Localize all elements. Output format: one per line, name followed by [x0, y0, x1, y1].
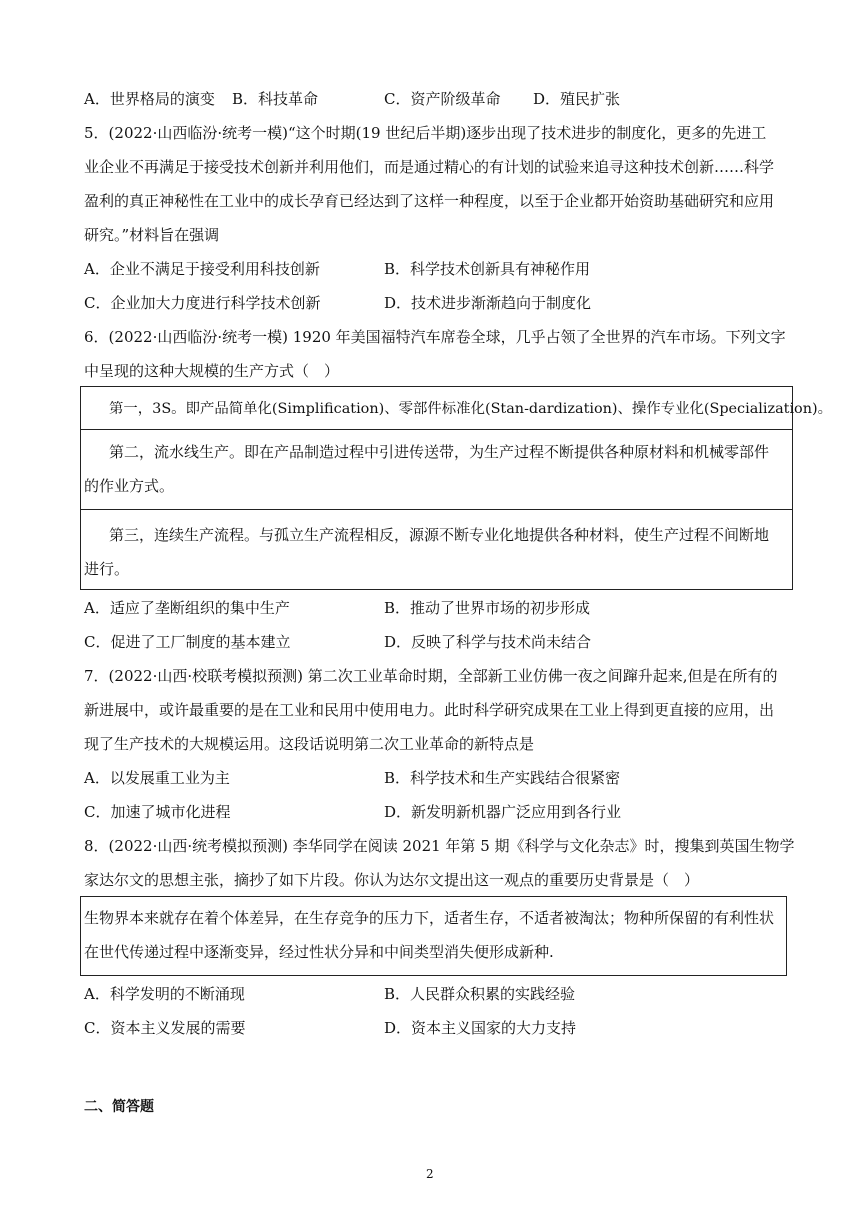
q7-option-d: D．新发明新机器广泛应用到各行业: [384, 803, 622, 821]
q6-material-text: 第二，流水线生产。即在产品制造过程中引进传送带，为生产过程不断提供各种原材料和机械零部件: [109, 443, 770, 461]
q6-option-d: D．反映了科学与技术尚未结合: [384, 633, 592, 651]
q5-stem-line: 业企业不再满足于接受技术创新并利用他们，而是通过精心的有计划的试验来追寻这种技术创新……科学: [84, 158, 775, 176]
q6-option-a: A．适应了垄断组织的集中生产: [84, 599, 290, 617]
q8-stem-line: 家达尔文的思想主张，摘抄了如下片段。你认为达尔文提出这一观点的重要历史背景是（ ）: [84, 871, 700, 889]
q6-stem-line: 中呈现的这种大规模的生产方式（ ）: [84, 362, 340, 380]
q7-option-c: C．加速了城市化进程: [84, 803, 231, 821]
q7-stem-line: 新进展中，或许最重要的是在工业和民用中使用电力。此时科学研究成果在工业上得到更直接的应用，出: [84, 701, 775, 719]
q5-option-a: A．企业不满足于接受利用科技创新: [84, 260, 320, 278]
q5-stem-line: 研究。”材料旨在强调: [84, 226, 220, 244]
q7-stem-line: 现了生产技术的大规模运用。这段话说明第二次工业革命的新特点是: [84, 735, 535, 753]
q4-option-c: C．资产阶级革命: [384, 90, 501, 108]
q8-option-c: C．资本主义发展的需要: [84, 1019, 246, 1037]
q5-stem-line: 盈利的真正神秘性在工业中的成长孕育已经达到了这样一种程度，以至于企业都开始资助基础研究和应用: [84, 192, 775, 210]
q4-option-a: A．世界格局的演变: [84, 90, 215, 108]
q5-option-b: B．科学技术创新具有神秘作用: [384, 260, 591, 278]
q8-option-b: B．人民群众积累的实践经验: [384, 985, 576, 1003]
q6-option-b: B．推动了世界市场的初步形成: [384, 599, 591, 617]
q6-material-row-1: [80, 386, 832, 430]
section-heading: 二、简答题: [84, 1099, 154, 1115]
q7-option-a: A．以发展重工业为主: [84, 769, 230, 787]
q6-material-text: 第三，连续生产流程。与孤立生产流程相反，源源不断专业化地提供各种材料，使生产过程不间断地: [109, 526, 770, 544]
q6-material-text: 第一，3S。即产品简单化(Simplification)、零部件标准化(Stan-dardization)、操作专业化(Specialization)。: [109, 401, 832, 417]
q6-material-row-3: [80, 509, 793, 590]
q8-material-text: 在世代传递过程中逐渐变异，经过性状分异和中间类型消失便形成新种.: [84, 943, 554, 961]
q6-stem-line: 6．(2022·山西临汾·统考一模) 1920 年美国福特汽车席卷全球，几乎占领了全世界的汽车市场。下列文字: [84, 328, 786, 346]
q8-option-a: A．科学发明的不断涌现: [84, 985, 245, 1003]
q4-option-b: B．科技革命: [232, 90, 319, 108]
q8-option-d: D．资本主义国家的大力支持: [384, 1019, 577, 1037]
q8-stem-line: 8．(2022·山西·统考模拟预测) 李华同学在阅读 2021 年第 5 期《科学与文化杂志》时，搜集到英国生物学: [84, 837, 795, 855]
q5-stem-line: 5．(2022·山西临汾·统考一模)“这个时期(19 世纪后半期)逐步出现了技术进步的制度化，更多的先进工: [84, 124, 767, 142]
q8-material-text: 生物界本来就存在着个体差异，在生存竞争的压力下，适者生存，不适者被淘汰；物种所保留的有利性状: [84, 909, 775, 927]
q6-material-text: 的作业方式。: [84, 477, 175, 495]
q5-option-c: C．企业加大力度进行科学技术创新: [84, 294, 321, 312]
q6-option-c: C．促进了工厂制度的基本建立: [84, 633, 291, 651]
q5-option-d: D．技术进步渐渐趋向于制度化: [384, 294, 592, 312]
q4-option-d: D．殖民扩张: [533, 90, 621, 108]
q7-stem-line: 7．(2022·山西·校联考模拟预测) 第二次工业革命时期，全部新工业仿佛一夜之间蹿升起来,但是在所有的: [84, 667, 778, 685]
q7-option-b: B．科学技术和生产实践结合很紧密: [384, 769, 621, 787]
q6-material-row-2: [80, 429, 793, 510]
page-number: 2: [426, 1167, 434, 1181]
q8-material-box: [80, 896, 787, 976]
q6-material-text: 进行。: [84, 560, 130, 578]
